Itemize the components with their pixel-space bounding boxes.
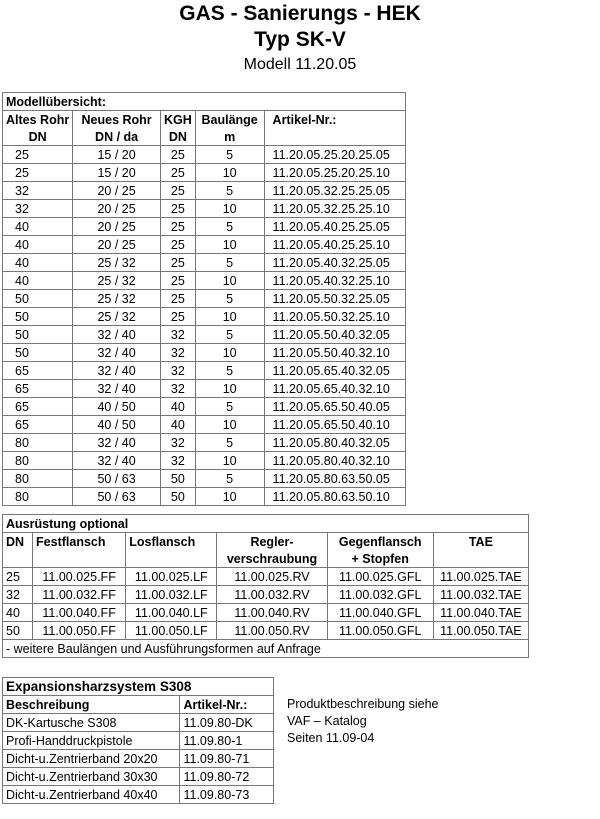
table-row: [3, 254, 406, 272]
new-pipe-dn-cell: 40 / 50: [73, 416, 161, 434]
length-cell: 10: [195, 272, 264, 290]
article-no-cell: 11.20.05.40.25.25.10: [264, 236, 405, 254]
new-pipe-dn-cell: 20 / 25: [73, 236, 161, 254]
table-row: [3, 146, 406, 164]
length-cell: 10: [195, 344, 264, 362]
kgh-dn-cell: 50: [160, 488, 195, 506]
resin-table-caption: Expansionsharzsystem S308: [3, 678, 274, 696]
fixed-flange-cell: 11.00.050.FF: [33, 622, 126, 640]
header-dn: DN: [3, 533, 33, 551]
kgh-dn-cell: 32: [160, 452, 195, 470]
table-row: [3, 786, 274, 804]
old-pipe-dn-cell: 32: [3, 182, 73, 200]
header-fixed-flange: Festflansch: [33, 533, 126, 551]
resin-article-no-cell: 11.09.80-71: [180, 750, 274, 768]
table-row: [3, 326, 406, 344]
article-no-cell: 11.20.05.40.25.25.05: [264, 218, 405, 236]
length-cell: 10: [195, 452, 264, 470]
old-pipe-dn-cell: 65: [3, 416, 73, 434]
header-kgh-unit: DN: [160, 128, 195, 146]
new-pipe-dn-cell: 25 / 32: [73, 308, 161, 326]
header-article-unit: [264, 128, 405, 146]
regulator-cell: 11.00.032.RV: [217, 586, 327, 604]
equipment-table: [2, 514, 529, 658]
table-row: [3, 732, 274, 750]
resin-article-no-cell: 11.09.80-72: [180, 768, 274, 786]
article-no-cell: 11.20.05.80.40.32.10: [264, 452, 405, 470]
article-no-cell: 11.20.05.25.20.25.05: [264, 146, 405, 164]
kgh-dn-cell: 32: [160, 344, 195, 362]
kgh-dn-cell: 25: [160, 200, 195, 218]
article-no-cell: 11.20.05.50.32.25.05: [264, 290, 405, 308]
kgh-dn-cell: 25: [160, 182, 195, 200]
old-pipe-dn-cell: 40: [3, 236, 73, 254]
description-cell: Dicht-u.Zentrierband 20x20: [3, 750, 180, 768]
old-pipe-dn-cell: 50: [3, 344, 73, 362]
loose-flange-cell: 11.00.040.LF: [126, 604, 217, 622]
table-row: [3, 568, 529, 586]
length-cell: 5: [195, 398, 264, 416]
header-kgh: KGH: [160, 111, 195, 129]
header-resin-article-no: Artikel-Nr.:: [180, 696, 274, 714]
table-row: [3, 236, 406, 254]
counter-flange-cell: 11.00.040.GFL: [327, 604, 433, 622]
old-pipe-dn-cell: 25: [3, 164, 73, 182]
tae-cell: 11.00.025.TAE: [433, 568, 528, 586]
table-row: [3, 452, 406, 470]
new-pipe-dn-cell: 32 / 40: [73, 362, 161, 380]
loose-flange-cell: 11.00.032.LF: [126, 586, 217, 604]
counter-flange-cell: 11.00.032.GFL: [327, 586, 433, 604]
table-row: [3, 182, 406, 200]
document-title: GAS - Sanierungs - HEK: [179, 2, 421, 25]
resin-article-no-cell: 11.09.80-73: [180, 786, 274, 804]
article-no-cell: 11.20.05.50.40.32.10: [264, 344, 405, 362]
side-note-line-1: Produktbeschreibung siehe: [287, 697, 439, 711]
model-table-caption: Modellübersicht:: [3, 93, 406, 111]
table-row: [3, 218, 406, 236]
old-pipe-dn-cell: 25: [3, 146, 73, 164]
model-overview-table: [2, 92, 406, 506]
article-no-cell: 11.20.05.50.40.32.05: [264, 326, 405, 344]
loose-flange-cell: 11.00.050.LF: [126, 622, 217, 640]
table-row: [3, 308, 406, 326]
header-new-pipe: Neues Rohr: [73, 111, 161, 129]
header-length-unit: m: [195, 128, 264, 146]
old-pipe-dn-cell: 50: [3, 326, 73, 344]
header-old-pipe-unit: DN: [3, 128, 73, 146]
header-tae: TAE: [433, 533, 528, 551]
old-pipe-dn-cell: 80: [3, 434, 73, 452]
description-cell: Dicht-u.Zentrierband 30x30: [3, 768, 180, 786]
length-cell: 5: [195, 326, 264, 344]
new-pipe-dn-cell: 50 / 63: [73, 488, 161, 506]
header-regulator-2: verschraubung: [217, 550, 327, 568]
table-row: [3, 164, 406, 182]
table-row: [3, 434, 406, 452]
table-row: [3, 362, 406, 380]
table-row: [3, 398, 406, 416]
kgh-dn-cell: 40: [160, 416, 195, 434]
table-row: [3, 640, 529, 658]
article-no-cell: 11.20.05.50.32.25.10: [264, 308, 405, 326]
header-old-pipe: Altes Rohr: [3, 111, 73, 129]
table-row: [3, 380, 406, 398]
table-row: [3, 470, 406, 488]
length-cell: 10: [195, 236, 264, 254]
article-no-cell: 11.20.05.80.63.50.05: [264, 470, 405, 488]
article-no-cell: 11.20.05.25.20.25.10: [264, 164, 405, 182]
fixed-flange-cell: 11.00.040.FF: [33, 604, 126, 622]
header-fixed-flange-2: [33, 550, 126, 568]
header-counter-flange-2: + Stopfen: [327, 550, 433, 568]
old-pipe-dn-cell: 65: [3, 380, 73, 398]
table-row: [3, 768, 274, 786]
table-row: [3, 604, 529, 622]
header-description: Beschreibung: [3, 696, 180, 714]
new-pipe-dn-cell: 25 / 32: [73, 290, 161, 308]
header-new-pipe-unit: DN / da: [73, 128, 161, 146]
kgh-dn-cell: 25: [160, 218, 195, 236]
article-no-cell: 11.20.05.32.25.25.05: [264, 182, 405, 200]
length-cell: 5: [195, 470, 264, 488]
header-dn-2: [3, 550, 33, 568]
dn-cell: 25: [3, 568, 33, 586]
old-pipe-dn-cell: 50: [3, 308, 73, 326]
table-row: [3, 488, 406, 506]
old-pipe-dn-cell: 65: [3, 398, 73, 416]
header-loose-flange: Losflansch: [126, 533, 217, 551]
kgh-dn-cell: 50: [160, 470, 195, 488]
table-row: [3, 622, 529, 640]
new-pipe-dn-cell: 15 / 20: [73, 164, 161, 182]
new-pipe-dn-cell: 40 / 50: [73, 398, 161, 416]
old-pipe-dn-cell: 40: [3, 254, 73, 272]
length-cell: 5: [195, 146, 264, 164]
tae-cell: 11.00.040.TAE: [433, 604, 528, 622]
length-cell: 10: [195, 380, 264, 398]
dn-cell: 32: [3, 586, 33, 604]
counter-flange-cell: 11.00.025.GFL: [327, 568, 433, 586]
length-cell: 10: [195, 200, 264, 218]
dn-cell: 50: [3, 622, 33, 640]
kgh-dn-cell: 25: [160, 290, 195, 308]
article-no-cell: 11.20.05.40.32.25.05: [264, 254, 405, 272]
regulator-cell: 11.00.040.RV: [217, 604, 327, 622]
new-pipe-dn-cell: 32 / 40: [73, 452, 161, 470]
old-pipe-dn-cell: 65: [3, 362, 73, 380]
header-loose-flange-2: [126, 550, 217, 568]
description-cell: DK-Kartusche S308: [3, 714, 180, 732]
old-pipe-dn-cell: 80: [3, 488, 73, 506]
regulator-cell: 11.00.050.RV: [217, 622, 327, 640]
table-row: [3, 416, 406, 434]
kgh-dn-cell: 25: [160, 164, 195, 182]
length-cell: 10: [195, 416, 264, 434]
old-pipe-dn-cell: 32: [3, 200, 73, 218]
article-no-cell: 11.20.05.40.32.25.10: [264, 272, 405, 290]
kgh-dn-cell: 25: [160, 146, 195, 164]
table-row: [3, 290, 406, 308]
new-pipe-dn-cell: 50 / 63: [73, 470, 161, 488]
old-pipe-dn-cell: 80: [3, 452, 73, 470]
side-note-line-2: VAF – Katalog: [287, 714, 367, 728]
length-cell: 5: [195, 218, 264, 236]
article-no-cell: 11.20.05.65.40.32.05: [264, 362, 405, 380]
article-no-cell: 11.20.05.65.40.32.10: [264, 380, 405, 398]
equipment-table-caption: Ausrüstung optional: [3, 515, 529, 533]
article-no-cell: 11.20.05.80.40.32.05: [264, 434, 405, 452]
description-cell: Dicht-u.Zentrierband 40x40: [3, 786, 180, 804]
kgh-dn-cell: 25: [160, 308, 195, 326]
table-row: [3, 750, 274, 768]
length-cell: 5: [195, 362, 264, 380]
model-number: Modell 11.20.05: [243, 56, 357, 73]
document-subtitle: Typ SK-V: [254, 28, 346, 51]
old-pipe-dn-cell: 40: [3, 218, 73, 236]
counter-flange-cell: 11.00.050.GFL: [327, 622, 433, 640]
length-cell: 5: [195, 254, 264, 272]
kgh-dn-cell: 32: [160, 434, 195, 452]
resin-article-no-cell: 11.09.80-DK: [180, 714, 274, 732]
table-row: [3, 344, 406, 362]
new-pipe-dn-cell: 32 / 40: [73, 434, 161, 452]
header-article-no: Artikel-Nr.:: [264, 111, 405, 129]
length-cell: 5: [195, 434, 264, 452]
new-pipe-dn-cell: 32 / 40: [73, 326, 161, 344]
article-no-cell: 11.20.05.65.50.40.10: [264, 416, 405, 434]
new-pipe-dn-cell: 20 / 25: [73, 182, 161, 200]
old-pipe-dn-cell: 40: [3, 272, 73, 290]
fixed-flange-cell: 11.00.032.FF: [33, 586, 126, 604]
tae-cell: 11.00.032.TAE: [433, 586, 528, 604]
tae-cell: 11.00.050.TAE: [433, 622, 528, 640]
kgh-dn-cell: 32: [160, 380, 195, 398]
loose-flange-cell: 11.00.025.LF: [126, 568, 217, 586]
kgh-dn-cell: 25: [160, 236, 195, 254]
kgh-dn-cell: 32: [160, 326, 195, 344]
article-no-cell: 11.20.05.65.50.40.05: [264, 398, 405, 416]
side-note-line-3: Seiten 11.09-04: [287, 731, 375, 745]
kgh-dn-cell: 25: [160, 272, 195, 290]
table-row: [3, 200, 406, 218]
kgh-dn-cell: 32: [160, 362, 195, 380]
resin-system-table: [2, 677, 274, 804]
new-pipe-dn-cell: 25 / 32: [73, 254, 161, 272]
regulator-cell: 11.00.025.RV: [217, 568, 327, 586]
header-tae-2: [433, 550, 528, 568]
length-cell: 5: [195, 182, 264, 200]
new-pipe-dn-cell: 15 / 20: [73, 146, 161, 164]
kgh-dn-cell: 40: [160, 398, 195, 416]
length-cell: 10: [195, 308, 264, 326]
kgh-dn-cell: 25: [160, 254, 195, 272]
new-pipe-dn-cell: 20 / 25: [73, 218, 161, 236]
length-cell: 10: [195, 488, 264, 506]
new-pipe-dn-cell: 32 / 40: [73, 380, 161, 398]
header-length: Baulänge: [195, 111, 264, 129]
article-no-cell: 11.20.05.32.25.25.10: [264, 200, 405, 218]
old-pipe-dn-cell: 80: [3, 470, 73, 488]
new-pipe-dn-cell: 25 / 32: [73, 272, 161, 290]
new-pipe-dn-cell: 20 / 25: [73, 200, 161, 218]
equipment-note: - weitere Baulängen und Ausführungsformen auf Anfrage: [3, 640, 529, 658]
article-no-cell: 11.20.05.80.63.50.10: [264, 488, 405, 506]
length-cell: 5: [195, 290, 264, 308]
length-cell: 10: [195, 164, 264, 182]
description-cell: Profi-Handdruckpistole: [3, 732, 180, 750]
header-regulator: Regler-: [217, 533, 327, 551]
header-counter-flange: Gegenflansch: [327, 533, 433, 551]
old-pipe-dn-cell: 50: [3, 290, 73, 308]
new-pipe-dn-cell: 32 / 40: [73, 344, 161, 362]
resin-article-no-cell: 11.09.80-1: [180, 732, 274, 750]
table-row: [3, 586, 529, 604]
table-row: [3, 714, 274, 732]
dn-cell: 40: [3, 604, 33, 622]
table-row: [3, 272, 406, 290]
fixed-flange-cell: 11.00.025.FF: [33, 568, 126, 586]
